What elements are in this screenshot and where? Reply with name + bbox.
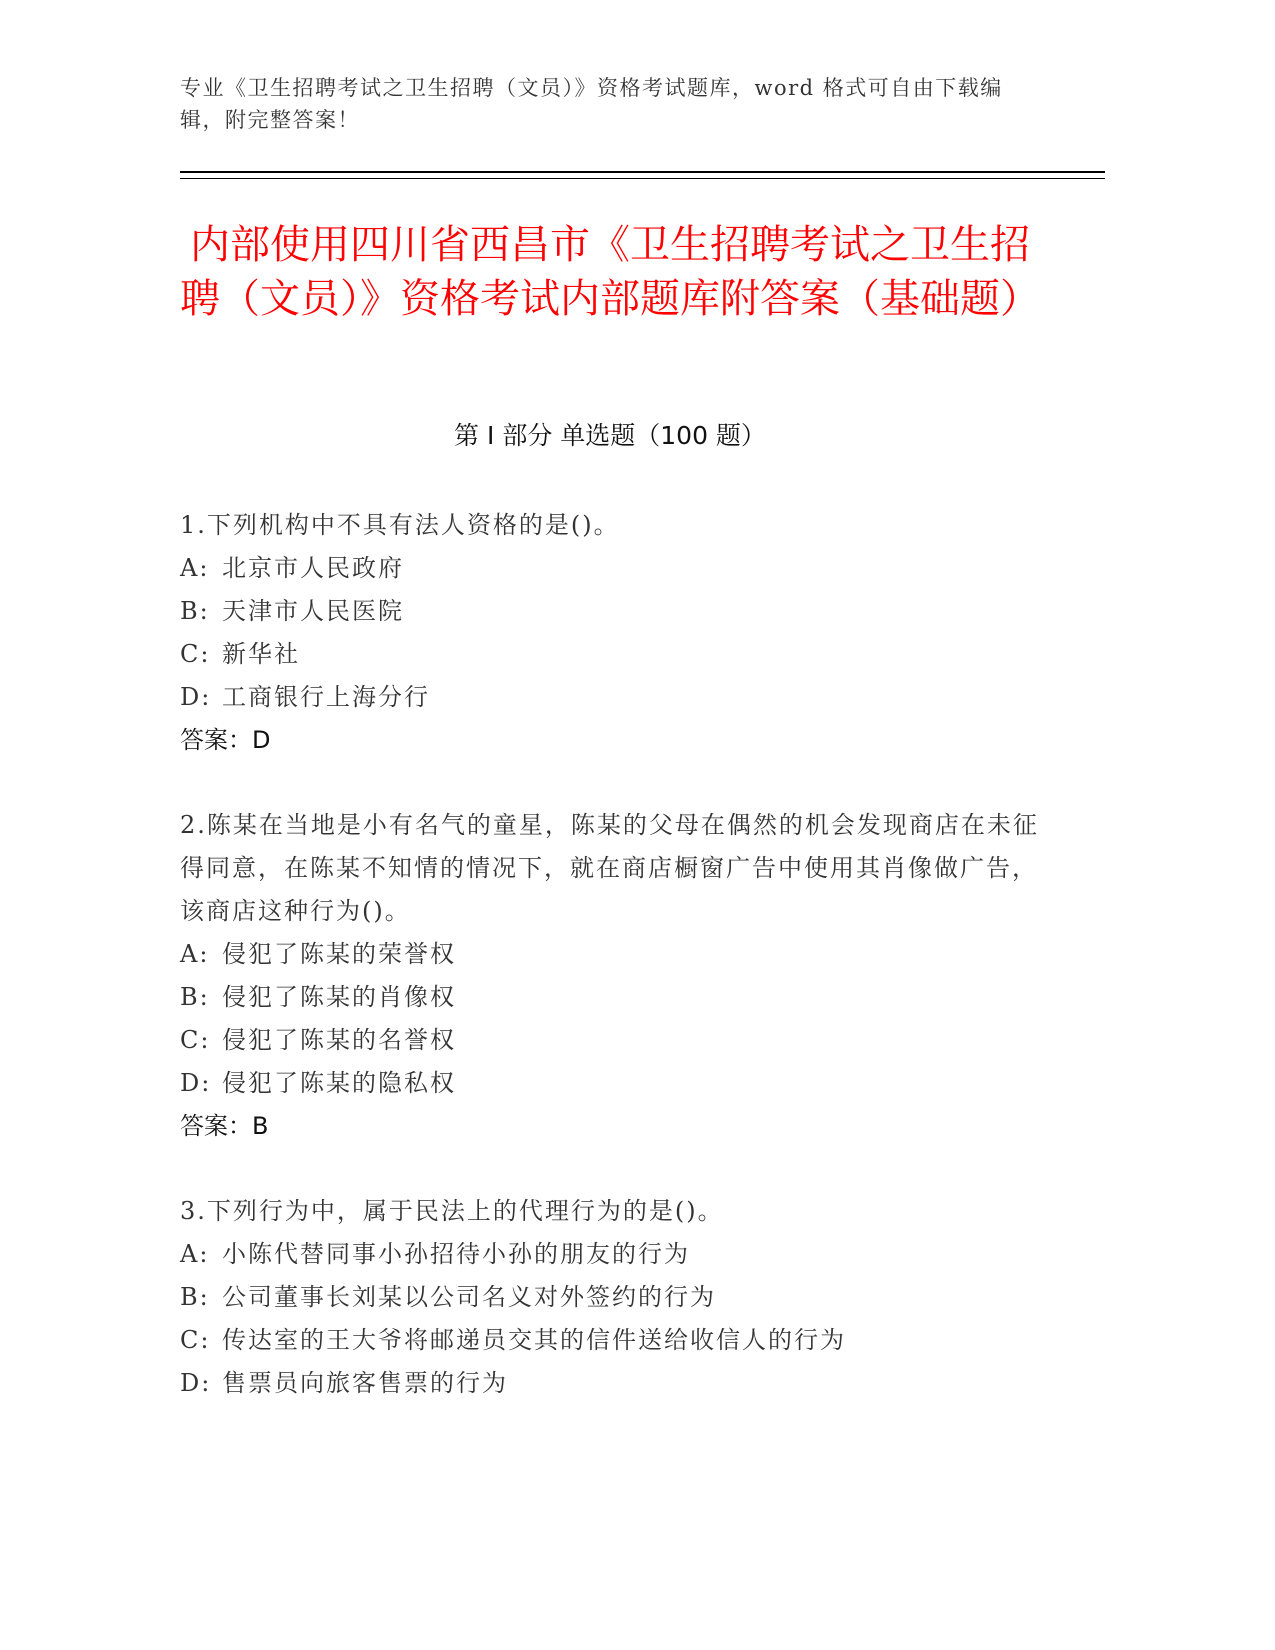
option-key: C: (180, 640, 211, 668)
option-key: C: (180, 1026, 211, 1054)
option-text: 侵犯了陈某的隐私权 (222, 1069, 456, 1097)
answer-line: 答案：B (180, 1112, 269, 1140)
question-stem: 1.下列机构中不具有法人资格的是()。 (180, 511, 620, 539)
option-c (180, 1019, 1040, 1062)
option-text: 北京市人民政府 (222, 554, 404, 582)
option-key: B: (180, 1283, 210, 1311)
option-b (180, 976, 1040, 1019)
option-a (180, 547, 1040, 590)
header-note: 专业《卫生招聘考试之卫生招聘（文员）》资格考试题库，word 格式可自由下载编辑，附完整答案！ (180, 76, 1003, 132)
option-key: D: (180, 683, 212, 711)
option-text: 侵犯了陈某的名誉权 (222, 1026, 456, 1054)
option-key: A: (180, 1240, 210, 1268)
option-key: A: (180, 940, 210, 968)
option-c (180, 1319, 1040, 1362)
question-2 (180, 804, 1040, 1148)
question-list (180, 504, 1040, 1447)
section-heading: 第 I 部分 单选题（100 题） (454, 421, 766, 450)
option-key: D: (180, 1069, 212, 1097)
option-d (180, 1362, 1040, 1405)
option-text: 新华社 (222, 640, 300, 668)
option-text: 公司董事长刘某以公司名义对外签约的行为 (222, 1283, 716, 1311)
option-key: A: (180, 554, 210, 582)
question-3 (180, 1190, 1040, 1405)
option-text: 侵犯了陈某的肖像权 (222, 983, 456, 1011)
option-b (180, 590, 1040, 633)
header-divider-thin (180, 178, 1105, 179)
question-stem: 2.陈某在当地是小有名气的童星，陈某的父母在偶然的机会发现商店在未征得同意，在陈某不知情的情况下，就在商店橱窗广告中使用其肖像做广告，该商店这种行为()。 (180, 811, 1039, 925)
question-stem: 3.下列行为中，属于民法上的代理行为的是()。 (180, 1197, 724, 1225)
option-text: 传达室的王大爷将邮递员交其的信件送给收信人的行为 (222, 1326, 846, 1354)
question-1 (180, 504, 1040, 762)
header-divider-thick (180, 171, 1105, 173)
document-title: 内部使用四川省西昌市《卫生招聘考试之卫生招聘（文员）》资格考试内部题库附答案（基础题） (180, 222, 1040, 322)
option-b (180, 1276, 1040, 1319)
option-text: 小陈代替同事小孙招待小孙的朋友的行为 (222, 1240, 690, 1268)
option-key: D: (180, 1369, 212, 1397)
option-a (180, 933, 1040, 976)
option-text: 侵犯了陈某的荣誉权 (222, 940, 456, 968)
answer-line: 答案：D (180, 726, 271, 754)
option-text: 工商银行上海分行 (222, 683, 430, 711)
option-key: C: (180, 1326, 211, 1354)
option-c (180, 633, 1040, 676)
option-text: 天津市人民医院 (222, 597, 404, 625)
option-d (180, 1062, 1040, 1105)
option-key: B: (180, 597, 210, 625)
option-text: 售票员向旅客售票的行为 (222, 1369, 508, 1397)
option-a (180, 1233, 1040, 1276)
option-d (180, 676, 1040, 719)
option-key: B: (180, 983, 210, 1011)
